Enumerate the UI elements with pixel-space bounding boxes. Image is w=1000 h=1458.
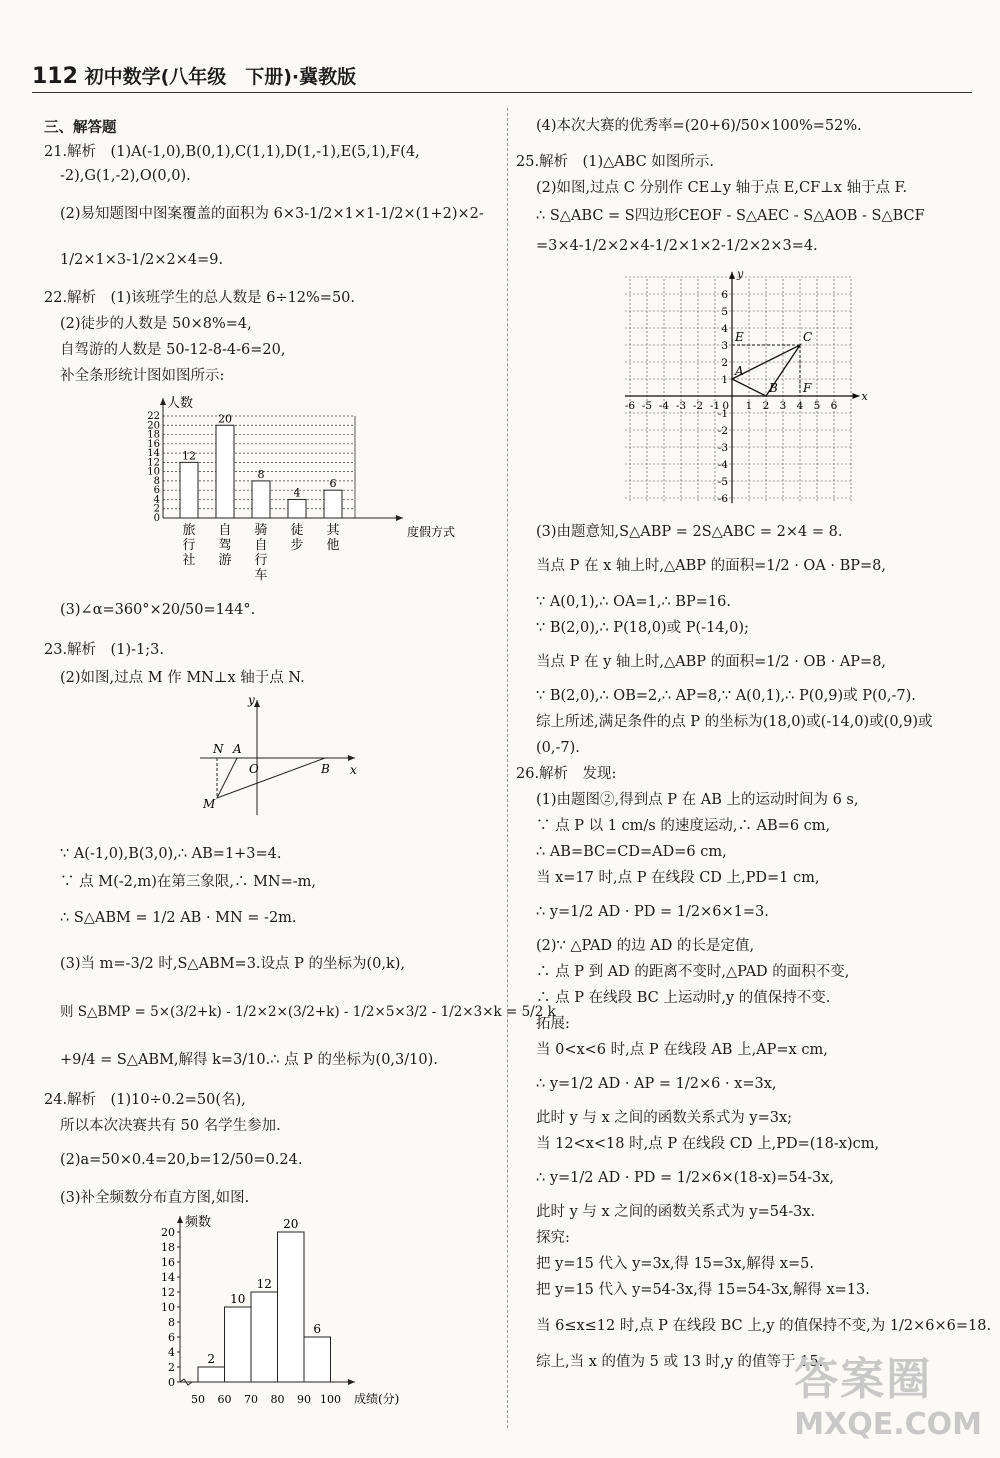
q26-line-4: ∴ AB=BC=CD=AD=6 cm, (536, 844, 727, 860)
bar (324, 490, 342, 518)
q26-line-5: 当 x=17 时,点 P 在线段 CD 上,PD=1 cm, (536, 870, 820, 886)
q26-line-6: ∴ y=1/2 AD · PD = 1/2×6×1=3. (536, 904, 769, 920)
y-tick-label: 12 (147, 457, 160, 469)
y-tick-label: 3 (721, 340, 728, 352)
category-label (218, 523, 231, 568)
y-tick-label: 16 (161, 1256, 175, 1269)
label-o: O (249, 762, 259, 776)
category-char: 自 (254, 538, 268, 553)
bar (216, 425, 234, 518)
watermark-logo: 答案圈 (794, 1354, 933, 1405)
q21-line-4: 1/2×1×3-1/2×2×4=9. (60, 252, 224, 268)
y-tick-label: 8 (153, 475, 160, 487)
q25-line-7: ∵ A(0,1),∴ OA=1,∴ BP=16. (536, 594, 731, 610)
q25-line-4: =3×4-1/2×2×4-1/2×1×2-1/2×2×3=4. (536, 238, 818, 254)
label-f: F (803, 381, 812, 395)
y-tick-label: 4 (721, 323, 728, 335)
q23-line-3: ∵ A(-1,0),B(3,0),∴ AB=1+3=4. (60, 846, 282, 862)
category-char: 步 (290, 538, 304, 553)
y-tick-label: 1 (721, 374, 728, 386)
y-tick-label: 0 (153, 513, 160, 524)
y-tick-label: 10 (147, 466, 160, 478)
category-char: 行 (182, 538, 196, 553)
page-number: 112 (32, 64, 78, 89)
category-char: 行 (254, 553, 268, 568)
header-rule (32, 92, 972, 93)
bar-value-label: 8 (257, 467, 265, 481)
q26-line-7: (2)∵ △PAD 的边 AD 的长是定值, (536, 938, 755, 954)
column-divider (507, 108, 508, 1428)
y-tick-label: -6 (717, 493, 728, 505)
x-axis-label: 成绩(分) (354, 1392, 400, 1406)
x-axis-label: 度假方式 (407, 525, 456, 539)
q26-line-16: 此时 y 与 x 之间的函数关系式为 y=54-3x. (536, 1204, 816, 1220)
q23-line-2: (2)如图,过点 M 作 MN⊥x 轴于点 N. (60, 670, 305, 686)
q23-line-6: (3)当 m=-3/2 时,S△ABM=3.设点 P 的坐标为(0,k), (60, 956, 406, 972)
bar-value-label: 20 (218, 412, 232, 426)
bar-value-label: 6 (313, 1322, 322, 1336)
x-tick-label: 6 (830, 400, 838, 412)
x-tick-label: 3 (779, 400, 787, 412)
histogram-scores (140, 1210, 430, 1420)
label-b: B (769, 381, 778, 395)
label-x: x (861, 390, 868, 403)
section-title: 三、解答题 (44, 120, 117, 136)
x-tick-label: 4 (796, 400, 804, 412)
bar-chart-travel (135, 390, 456, 590)
y-tick-label: 18 (147, 429, 160, 441)
q25-line-6: 当点 P 在 x 轴上时,△ABP 的面积=1/2 · OA · BP=8, (536, 558, 887, 574)
x-tick-label: 70 (244, 1393, 258, 1406)
category-label (326, 522, 340, 553)
x-tick-label: 1 (745, 400, 753, 412)
q26-line-3: ∵ 点 P 以 1 cm/s 的速度运动,∴ AB=6 cm, (536, 818, 831, 834)
q26-line-19: 把 y=15 代入 y=54-3x,得 15=54-3x,解得 x=13. (536, 1282, 870, 1298)
label-a: A (735, 364, 744, 378)
bar-value-label: 6 (329, 477, 337, 491)
label-m: M (203, 797, 216, 811)
bar-value-label: 2 (207, 1352, 216, 1366)
bar-value-label: 10 (230, 1292, 246, 1306)
q22-line-4: 补全条形统计图如图所示: (60, 368, 225, 384)
y-tick-label: 4 (168, 1346, 175, 1359)
category-label (182, 523, 195, 568)
y-arrow (254, 700, 260, 707)
x-tick-label: 50 (191, 1393, 205, 1406)
y-tick-label: 20 (147, 420, 160, 432)
y-axis-label: 频数 (185, 1215, 212, 1230)
bar (180, 462, 198, 518)
category-char: 游 (218, 553, 232, 568)
y-tick-label: 8 (168, 1316, 175, 1329)
label-x: x (350, 763, 357, 777)
q25-line-11: 综上所述,满足条件的点 P 的坐标为(18,0)或(-14,0)或(0,9)或 (536, 714, 933, 730)
origin-label: 0 (722, 400, 729, 412)
q26-line-15: ∴ y=1/2 AD · PD = 1/2×6×(18-x)=54-3x, (536, 1170, 835, 1186)
label-b: B (321, 762, 330, 776)
category-char: 自 (218, 523, 232, 538)
y-tick-label: -3 (717, 442, 728, 454)
q26-line-14: 当 12<x<18 时,点 P 在线段 CD 上,PD=(18-x)cm, (536, 1136, 880, 1152)
q23-line-8: +9/4 = S△ABM,解得 k=3/10.∴ 点 P 的坐标为(0,3/10). (60, 1052, 438, 1068)
y-tick-label: 12 (161, 1286, 175, 1299)
label-e: E (735, 330, 744, 344)
q26-line-13: 此时 y 与 x 之间的函数关系式为 y=3x; (536, 1110, 793, 1126)
q26-line-10: 拓展: (536, 1016, 570, 1032)
x-tick-label: 2 (762, 400, 770, 412)
bar (288, 499, 306, 518)
y-tick-label: -5 (717, 476, 728, 488)
bar-value-label: 4 (293, 486, 301, 500)
category-char: 他 (326, 538, 340, 553)
label-c: C (803, 330, 813, 344)
book-title: 初中数学(八年级 下册)·冀教版 (84, 66, 357, 88)
q26-line-20: 当 6≤x≤12 时,点 P 在线段 BC 上,y 的值保持不变,为 1/2×6×6=18. (536, 1318, 992, 1334)
q26-line-18: 把 y=15 代入 y=3x,得 15=3x,解得 x=5. (536, 1256, 814, 1272)
q25-line-12: (0,-7). (536, 740, 580, 756)
y-axis-arrow (729, 272, 735, 279)
watermark-url: MXQE.COM (794, 1407, 982, 1442)
q22-line-2: (2)徒步的人数是 50×8%=4, (60, 316, 252, 332)
x-tick-label: 5 (813, 400, 821, 412)
q25-line-5: (3)由题意知,S△ABP = 2S△ABC = 2×4 = 8. (536, 524, 843, 540)
y-tick-label: 6 (721, 289, 728, 301)
q24-line-3: (2)a=50×0.4=20,b=12/50=0.24. (60, 1152, 303, 1168)
q23-line-5: ∴ S△ABM = 1/2 AB · MN = -2m. (60, 910, 297, 926)
bar-value-label: 12 (256, 1277, 272, 1291)
y-tick-label: 4 (153, 494, 160, 506)
x-axis-arrow (853, 393, 860, 399)
q25-line-3: ∴ S△ABC = S四边形CEOF - S△AEC - S△AOB - S△BCF (536, 208, 925, 224)
q25-line-10: ∵ B(2,0),∴ OB=2,∴ AP=8,∵ A(0,1),∴ P(0,9)或 P(0,-7). (536, 688, 916, 704)
y-tick-label: 6 (153, 485, 160, 497)
q26-line-17: 探究: (536, 1230, 570, 1246)
q22-line-5: (3)∠α=360°×20/50=144°. (60, 602, 256, 618)
x-tick-label: 100 (320, 1393, 341, 1406)
bar (252, 481, 270, 518)
y-tick-label: 20 (161, 1226, 175, 1239)
label-a: A (233, 742, 242, 756)
x-tick-label: -2 (692, 400, 704, 412)
q26-line-2: (1)由题图②,得到点 P 在 AB 上的运动时间为 6 s, (536, 792, 859, 808)
triangle-abm (217, 758, 325, 798)
category-char: 社 (182, 553, 196, 568)
y-tick-label: 5 (721, 306, 728, 318)
histogram-bar (278, 1232, 305, 1382)
category-label (290, 522, 303, 553)
histogram-bar (225, 1307, 252, 1382)
q24-line-4: (3)补全频数分布直方图,如图. (60, 1190, 250, 1206)
q21-line-2: -2),G(1,-2),O(0,0). (60, 168, 191, 184)
q23-line-4: ∵ 点 M(-2,m)在第三象限,∴ MN=-m, (60, 874, 317, 890)
label-y: y (248, 693, 255, 707)
y-axis-label: 人数 (167, 396, 194, 411)
q23-line-1: 23.解析 (1)-1;3. (44, 642, 164, 658)
q21-line-1: 21.解析 (1)A(-1,0),B(0,1),C(1,1),D(1,-1),E(5,1),F(4, (44, 144, 420, 160)
x-axis-arrow (396, 515, 403, 521)
y-axis-arrow (160, 398, 166, 405)
y-tick-label: 0 (168, 1376, 175, 1389)
x-tick-label: -3 (675, 400, 687, 412)
x-axis-arrow (348, 1379, 355, 1385)
category-char: 骑 (254, 523, 268, 538)
category-char: 车 (254, 568, 268, 583)
q26-line-1: 26.解析 发现: (516, 766, 617, 782)
q21-line-3: (2)易知题图中图案覆盖的面积为 6×3-1/2×1×1-1/2×(1+2)×2- (60, 206, 484, 222)
category-char: 驾 (218, 538, 232, 553)
page-header (32, 62, 356, 89)
q24-line-2: 所以本次决赛共有 50 名学生参加. (60, 1118, 281, 1134)
y-tick-label: 6 (168, 1331, 175, 1344)
y-tick-label: 2 (721, 357, 728, 369)
q23-line-7: 则 S△BMP = 5×(3/2+k) - 1/2×2×(3/2+k) - 1/2×5×3/2 - 1/2×3×k = 5/2 k (60, 1004, 556, 1020)
y-tick-label: -4 (717, 459, 728, 471)
y-tick-label: -2 (717, 425, 728, 437)
label-y: y (737, 267, 744, 281)
x-tick-label: 90 (297, 1393, 311, 1406)
bar-value-label: 20 (283, 1217, 299, 1231)
bar-value-label: 12 (182, 449, 196, 463)
q25-line-1: 25.解析 (1)△ABC 如图所示. (516, 154, 714, 170)
y-tick-label: 14 (161, 1271, 175, 1284)
histogram-bar (198, 1367, 225, 1382)
q25-line-8: ∵ B(2,0),∴ P(18,0)或 P(-14,0); (536, 620, 749, 636)
coordinate-grid-figure (610, 268, 875, 518)
q26-line-11: 当 0<x<6 时,点 P 在线段 AB 上,AP=x cm, (536, 1042, 828, 1058)
x-tick-label: -5 (641, 400, 653, 412)
y-tick-label: 18 (161, 1241, 175, 1254)
q24-line-5: (4)本次大赛的优秀率=(20+6)/50×100%=52%. (536, 118, 862, 134)
x-tick-label: 80 (270, 1393, 285, 1406)
watermark (794, 1343, 982, 1442)
q26-line-12: ∴ y=1/2 AD · AP = 1/2×6 · x=3x, (536, 1076, 777, 1092)
q24-line-1: 24.解析 (1)10÷0.2=50(名), (44, 1092, 246, 1108)
q23-figure (195, 690, 375, 820)
category-label (254, 522, 267, 583)
histogram-bar (251, 1292, 278, 1382)
category-char: 其 (326, 523, 340, 538)
histogram-bar (304, 1337, 331, 1382)
q26-line-9: ∴ 点 P 在线段 BC 上运动时,y 的值保持不变. (536, 990, 831, 1006)
q25-line-9: 当点 P 在 y 轴上时,△ABP 的面积=1/2 · OB · AP=8, (536, 654, 887, 670)
label-n: N (213, 742, 224, 756)
y-tick-label: 2 (153, 503, 160, 515)
y-tick-label: 16 (147, 438, 160, 450)
q26-line-21: 综上,当 x 的值为 5 或 13 时,y 的值等于 15. (536, 1354, 824, 1370)
y-tick-label: -1 (717, 408, 728, 420)
category-char: 旅 (182, 523, 196, 538)
x-tick-label: -4 (658, 400, 670, 412)
y-tick-label: 14 (147, 448, 160, 460)
q22-line-1: 22.解析 (1)该班学生的总人数是 6÷12%=50. (44, 290, 356, 306)
x-tick-label: -6 (624, 400, 636, 412)
y-tick-label: 2 (168, 1361, 175, 1374)
x-arrow (348, 755, 355, 761)
q22-line-3: 自驾游的人数是 50-12-8-4-6=20, (60, 342, 286, 358)
x-tick-label: 60 (217, 1393, 232, 1406)
x-tick-label: -1 (709, 400, 721, 412)
q26-line-8: ∴ 点 P 到 AD 的距离不变时,△PAD 的面积不变, (536, 964, 850, 980)
y-tick-label: 22 (147, 411, 160, 422)
y-axis-arrow (177, 1216, 183, 1223)
y-tick-label: 10 (161, 1301, 175, 1314)
category-char: 徒 (290, 523, 304, 538)
q25-line-2: (2)如图,过点 C 分别作 CE⊥y 轴于点 E,CF⊥x 轴于点 F. (536, 180, 908, 196)
